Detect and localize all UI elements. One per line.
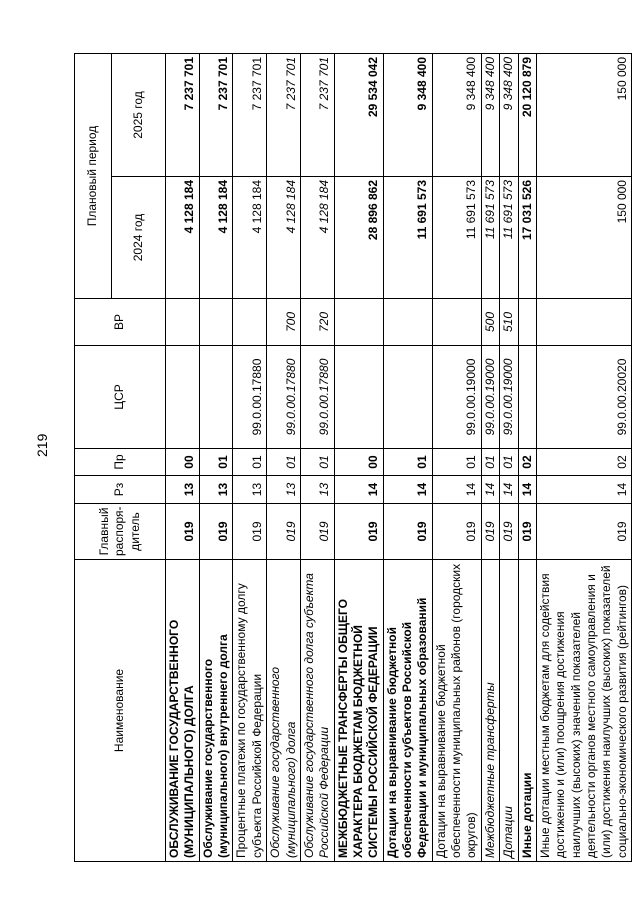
cell-admin: 019 <box>500 504 518 560</box>
cell-2025: 29 534 042 <box>334 53 383 176</box>
cell-name: МЕЖБЮДЖЕТНЫЕ ТРАНСФЕРТЫ ОБЩЕГО ХАРАКТЕРА БЮДЖЕТАМ БЮДЖЕТНОЙ СИСТЕМЫ РОССИЙСКОЙ ФЕДЕРАЦИИ <box>334 560 383 862</box>
cell-pr: 01 <box>481 449 499 476</box>
cell-rz: 13 <box>233 476 267 504</box>
cell-2025: 9 348 400 <box>481 53 499 176</box>
cell-name: Дотации на выравнивание бюджетной обеспеченности субъектов Российской Федерации и муниципальных образований <box>383 560 432 862</box>
cell-pr: 02 <box>518 449 536 476</box>
cell-2025: 150 000 <box>536 53 631 176</box>
cell-rz: 14 <box>518 476 536 504</box>
cell-vr <box>536 299 631 346</box>
table-row <box>267 53 301 861</box>
cell-csr: 99.0.00.19000 <box>500 346 518 449</box>
cell-pr: 01 <box>300 449 334 476</box>
header-year-2025: 2025 год <box>112 53 166 176</box>
cell-rz: 13 <box>166 476 200 504</box>
cell-name: ОБСЛУЖИВАНИЕ ГОСУДАРСТВЕННОГО (МУНИЦИПАЛЬНОГО) ДОЛГА <box>166 560 200 862</box>
cell-vr: 700 <box>267 299 301 346</box>
cell-rz: 13 <box>300 476 334 504</box>
cell-name: Обслуживание государственного (муниципального) внутреннего долга <box>199 560 233 862</box>
cell-2025: 20 120 879 <box>518 53 536 176</box>
cell-2024: 150 000 <box>536 177 631 299</box>
cell-vr: 510 <box>500 299 518 346</box>
cell-rz: 14 <box>383 476 432 504</box>
rotated-page-content <box>74 54 629 862</box>
table-row <box>166 53 200 861</box>
cell-2024: 11 691 573 <box>432 177 481 299</box>
cell-2025: 7 237 701 <box>300 53 334 176</box>
cell-vr <box>166 299 200 346</box>
cell-2025: 9 348 400 <box>432 53 481 176</box>
cell-pr: 00 <box>166 449 200 476</box>
cell-admin: 019 <box>481 504 499 560</box>
budget-table-container <box>74 54 629 862</box>
cell-2024: 28 896 862 <box>334 177 383 299</box>
header-admin: Главный распоря-дитель <box>75 504 166 560</box>
cell-vr <box>199 299 233 346</box>
cell-rz: 13 <box>199 476 233 504</box>
table-row <box>233 53 267 861</box>
cell-pr: 01 <box>199 449 233 476</box>
cell-2024: 4 128 184 <box>267 177 301 299</box>
table-row <box>334 53 383 861</box>
cell-name: Иные дотации <box>518 560 536 862</box>
page-number: 219 <box>34 433 50 457</box>
cell-name: Обслуживание государственного долга субъекта Российской Федерации <box>300 560 334 862</box>
cell-rz: 14 <box>481 476 499 504</box>
cell-admin: 019 <box>166 504 200 560</box>
cell-rz: 14 <box>334 476 383 504</box>
cell-vr <box>518 299 536 346</box>
cell-vr <box>432 299 481 346</box>
cell-admin: 019 <box>383 504 432 560</box>
cell-csr: 99.0.00.17880 <box>300 346 334 449</box>
table-row <box>518 53 536 861</box>
cell-admin: 019 <box>300 504 334 560</box>
cell-csr: 99.0.00.17880 <box>233 346 267 449</box>
cell-2025: 7 237 701 <box>199 53 233 176</box>
cell-pr: 01 <box>432 449 481 476</box>
cell-csr <box>199 346 233 449</box>
cell-csr <box>166 346 200 449</box>
cell-2024: 4 128 184 <box>233 177 267 299</box>
cell-vr <box>233 299 267 346</box>
header-plan-period: Плановый период <box>75 53 112 298</box>
cell-pr: 01 <box>267 449 301 476</box>
cell-pr: 01 <box>383 449 432 476</box>
cell-2024: 11 691 573 <box>383 177 432 299</box>
cell-2024: 4 128 184 <box>300 177 334 299</box>
cell-2025: 7 237 701 <box>233 53 267 176</box>
cell-admin: 019 <box>233 504 267 560</box>
budget-table <box>74 53 632 862</box>
cell-pr: 01 <box>233 449 267 476</box>
table-row <box>383 53 432 861</box>
cell-csr: 99.0.00.20020 <box>536 346 631 449</box>
cell-2024: 4 128 184 <box>166 177 200 299</box>
table-row <box>481 53 499 861</box>
cell-csr <box>518 346 536 449</box>
cell-pr: 02 <box>536 449 631 476</box>
cell-csr: 99.0.00.17880 <box>267 346 301 449</box>
header-name: Наименование <box>75 560 166 862</box>
cell-vr: 500 <box>481 299 499 346</box>
cell-rz: 13 <box>267 476 301 504</box>
table-row <box>199 53 233 861</box>
cell-2025: 7 237 701 <box>267 53 301 176</box>
header-csr: ЦСР <box>75 346 166 449</box>
header-rz: Рз <box>75 476 166 504</box>
cell-name: Обслуживание государственного (муниципального) долга <box>267 560 301 862</box>
table-row <box>432 53 481 861</box>
cell-vr <box>334 299 383 346</box>
cell-pr: 01 <box>500 449 518 476</box>
cell-2024: 11 691 573 <box>481 177 499 299</box>
cell-vr <box>383 299 432 346</box>
header-vr: ВР <box>75 299 166 346</box>
cell-rz: 14 <box>432 476 481 504</box>
header-year-2024: 2024 год <box>112 177 166 299</box>
cell-2024: 11 691 573 <box>500 177 518 299</box>
cell-2024: 4 128 184 <box>199 177 233 299</box>
table-row <box>300 53 334 861</box>
cell-2024: 17 031 526 <box>518 177 536 299</box>
cell-csr <box>383 346 432 449</box>
cell-2025: 9 348 400 <box>383 53 432 176</box>
cell-rz: 14 <box>500 476 518 504</box>
cell-name: Дотации на выравнивание бюджетной обеспеченности муниципальных районов (городских округов) <box>432 560 481 862</box>
cell-admin: 019 <box>518 504 536 560</box>
cell-admin: 019 <box>536 504 631 560</box>
cell-admin: 019 <box>267 504 301 560</box>
cell-name: Дотации <box>500 560 518 862</box>
table-row <box>500 53 518 861</box>
cell-name: Процентные платежи по государственному долгу субъекта Российской Федерации <box>233 560 267 862</box>
cell-csr <box>334 346 383 449</box>
cell-admin: 019 <box>199 504 233 560</box>
cell-admin: 019 <box>334 504 383 560</box>
cell-name: Межбюджетные трансферты <box>481 560 499 862</box>
cell-csr: 99.0.00.19000 <box>481 346 499 449</box>
cell-vr: 720 <box>300 299 334 346</box>
cell-admin: 019 <box>432 504 481 560</box>
cell-pr: 00 <box>334 449 383 476</box>
cell-csr: 99.0.00.19000 <box>432 346 481 449</box>
cell-name: Иные дотации местным бюджетам для содействия достижению и (или) поощрения достижения наилучших (высоких) значений показателей деятельности органов местного самоуправления и (или) достижения наилучших (высоких) показателей социально-экономического развития (рейтингов) <box>536 560 631 862</box>
cell-2025: 7 237 701 <box>166 53 200 176</box>
header-pr: Пр <box>75 449 166 476</box>
cell-2025: 9 348 400 <box>500 53 518 176</box>
cell-rz: 14 <box>536 476 631 504</box>
table-row <box>536 53 631 861</box>
